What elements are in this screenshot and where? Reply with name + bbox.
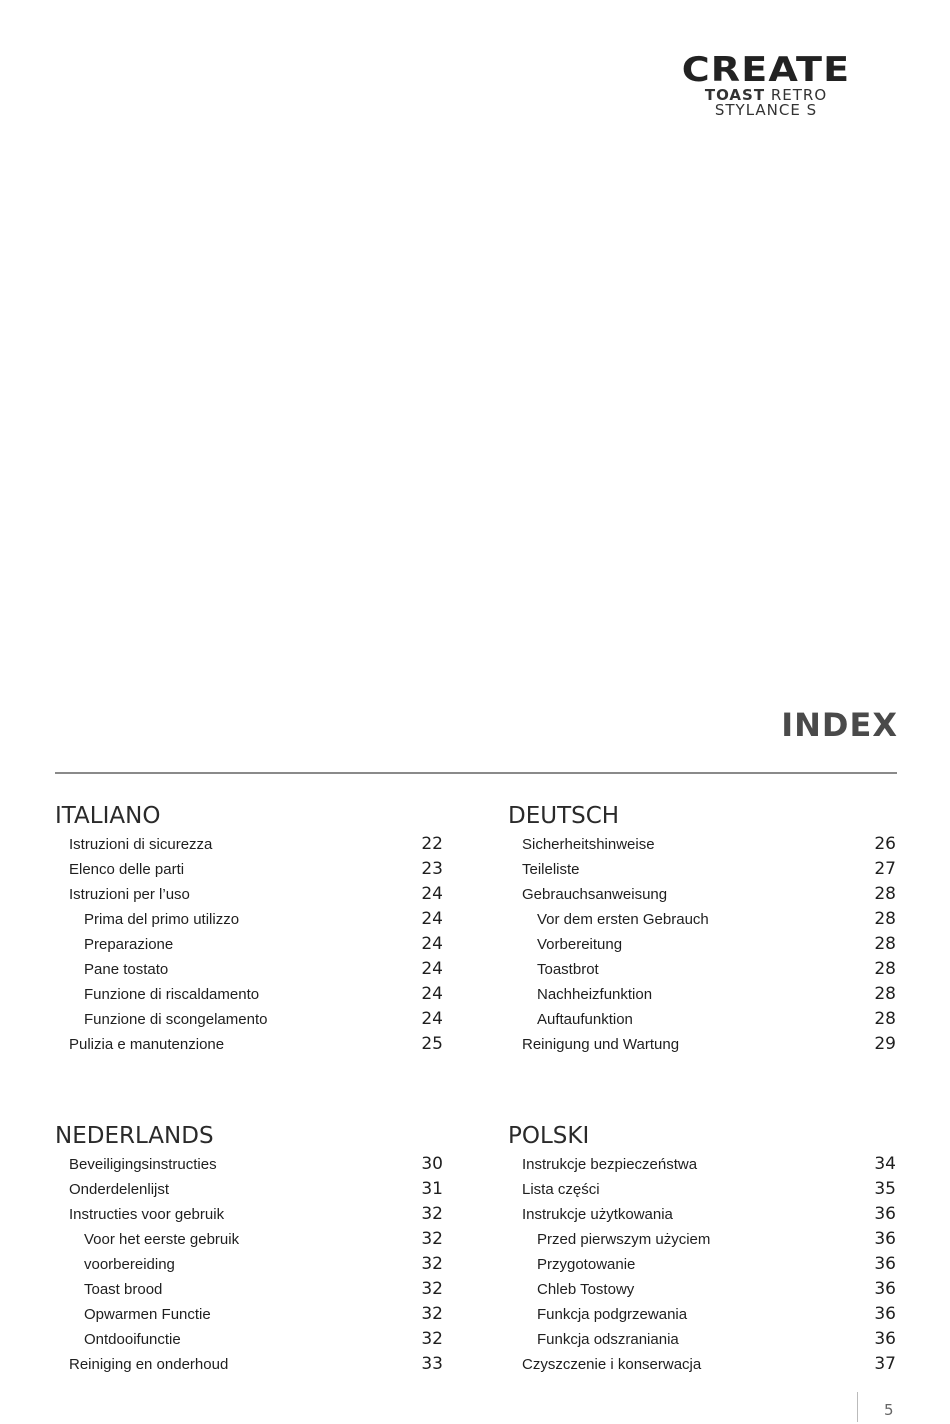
toc-entry-label: Gebrauchsanweisung	[522, 886, 668, 903]
toc-entry[interactable]	[508, 1152, 896, 1177]
toc-entry-page: 36	[874, 1204, 896, 1224]
toc-entry-page: 28	[874, 909, 896, 929]
toc-entry-label: Funkcja podgrzewania	[537, 1306, 688, 1323]
toc-entry-page: 32	[421, 1254, 443, 1274]
toc-subentry[interactable]	[508, 1277, 896, 1302]
toc-subentry[interactable]	[55, 1007, 443, 1032]
toc-entry[interactable]	[55, 1352, 443, 1377]
toc-entry-label: Instrukcje użytkowania	[522, 1206, 673, 1223]
toc-entry-label: Funzione di scongelamento	[84, 1011, 268, 1028]
toc-entry-page: 30	[421, 1154, 443, 1174]
toc-entry[interactable]	[508, 1202, 896, 1227]
toc-entry[interactable]	[55, 1202, 443, 1227]
toc-subentry[interactable]	[55, 1252, 443, 1277]
toc-entry-label: Auftaufunktion	[537, 1011, 633, 1028]
toc-subentry[interactable]	[55, 1302, 443, 1327]
section-nederlands	[55, 1122, 443, 1377]
toc-subentry[interactable]	[55, 907, 443, 932]
toc-entry-page: 33	[421, 1354, 443, 1374]
toc-entry-label: Istruzioni di sicurezza	[69, 836, 213, 853]
toc-entry[interactable]	[55, 832, 443, 857]
toc-entry-label: Przygotowanie	[537, 1256, 636, 1273]
toc-entry-page: 24	[421, 984, 443, 1004]
toc-entry-label: Instrukcje bezpieczeństwa	[522, 1156, 698, 1173]
toc-entry-label: Vorbereitung	[537, 936, 623, 953]
section-title-italiano: ITALIANO	[55, 803, 161, 829]
toc-subentry[interactable]	[55, 1327, 443, 1352]
toc-entry-page: 35	[874, 1179, 896, 1199]
toc-entry-page: 24	[421, 959, 443, 979]
toc-entry[interactable]	[508, 832, 896, 857]
toc-entry-page: 26	[874, 834, 896, 854]
toc-entry-label: Ontdooifunctie	[84, 1331, 181, 1348]
toc-entry-label: Istruzioni per l’uso	[69, 886, 190, 903]
toc-entry-label: Onderdelenlijst	[69, 1181, 170, 1198]
toc-entry-page: 31	[421, 1179, 443, 1199]
section-title-polski: POLSKI	[508, 1123, 590, 1149]
toc-entry-label: Teileliste	[522, 861, 580, 878]
toc-subentry[interactable]	[508, 1252, 896, 1277]
toc-entry[interactable]	[55, 1032, 443, 1057]
toc-entry-page: 36	[874, 1254, 896, 1274]
toc-entry-page: 24	[421, 1009, 443, 1029]
toc-entry[interactable]	[508, 1352, 896, 1377]
toc-entry-page: 28	[874, 934, 896, 954]
toc-entry-label: Pulizia e manutenzione	[69, 1036, 225, 1053]
toc-entry-label: Beveiligingsinstructies	[69, 1156, 217, 1173]
toc-subentry[interactable]	[508, 907, 896, 932]
toc-entry[interactable]	[55, 1152, 443, 1177]
section-italiano	[55, 802, 443, 1057]
toc-subentry[interactable]	[55, 932, 443, 957]
brand-logo	[634, 52, 898, 118]
toc-subentry[interactable]	[508, 957, 896, 982]
toc-entry-page: 36	[874, 1229, 896, 1249]
toc-entry[interactable]	[55, 882, 443, 907]
toc-entry[interactable]	[55, 1177, 443, 1202]
toc-entry-label: Lista części	[522, 1181, 600, 1198]
toc-entry-page: 36	[874, 1329, 896, 1349]
toc-entry[interactable]	[508, 1177, 896, 1202]
toc-entry-label: Przed pierwszym użyciem	[537, 1231, 711, 1248]
toc-subentry[interactable]	[508, 982, 896, 1007]
toc-subentry[interactable]	[508, 1227, 896, 1252]
toc-entry-page: 32	[421, 1229, 443, 1249]
toc-entry-label: Reiniging en onderhoud	[69, 1356, 229, 1373]
toc-subentry[interactable]	[508, 1302, 896, 1327]
brand-name: CREATE	[681, 50, 851, 90]
toc-entry-page: 32	[421, 1304, 443, 1324]
toc-entry-page: 36	[874, 1304, 896, 1324]
toc-entry-label: Funkcja odszraniania	[537, 1331, 679, 1348]
toc-entry-page: 32	[421, 1204, 443, 1224]
toc-entry-label: Funzione di riscaldamento	[84, 986, 260, 1003]
section-polski	[508, 1122, 896, 1377]
toc-subentry[interactable]	[508, 932, 896, 957]
toc-entry[interactable]	[508, 857, 896, 882]
toc-subentry[interactable]	[508, 1327, 896, 1352]
index-title: INDEX	[781, 706, 898, 744]
toc-subentry[interactable]	[55, 957, 443, 982]
toc-entry-label: Reinigung und Wartung	[522, 1036, 680, 1053]
toc-entry[interactable]	[508, 882, 896, 907]
toc-entry-label: Prima del primo utilizzo	[84, 911, 240, 928]
toc-subentry[interactable]	[55, 982, 443, 1007]
brand-product-line2: STYLANCE S	[714, 101, 818, 119]
section-title-deutsch: DEUTSCH	[508, 803, 620, 829]
section-deutsch	[508, 802, 896, 1057]
toc-entry-label: Pane tostato	[84, 961, 169, 978]
toc-entry[interactable]	[55, 857, 443, 882]
toc-entry-page: 28	[874, 884, 896, 904]
toc-entry-label: Czyszczenie i konserwacja	[522, 1356, 702, 1373]
toc-entry-label: Preparazione	[84, 936, 174, 953]
toc-entry-page: 32	[421, 1279, 443, 1299]
page-number: 5	[884, 1401, 894, 1419]
toc-entry-page: 24	[421, 884, 443, 904]
toc-entry-label: Vor dem ersten Gebrauch	[537, 911, 709, 928]
toc-entry-page: 28	[874, 984, 896, 1004]
toc-entry-page: 23	[421, 859, 443, 879]
toc-entry-page: 28	[874, 959, 896, 979]
brand-product-bold: TOAST	[704, 86, 766, 104]
toc-entry-label: Voor het eerste gebruik	[84, 1231, 240, 1248]
toc-entry-page: 32	[421, 1329, 443, 1349]
toc-entry-page: 28	[874, 1009, 896, 1029]
toc-entry-label: Elenco delle parti	[69, 861, 185, 878]
toc-entry-page: 22	[421, 834, 443, 854]
toc-entry-label: voorbereiding	[84, 1256, 175, 1273]
toc-entry-page: 34	[874, 1154, 896, 1174]
index-divider	[55, 772, 897, 774]
toc-entry-page: 37	[874, 1354, 896, 1374]
toc-entry-label: Nachheizfunktion	[537, 986, 653, 1003]
toc-entry-page: 27	[874, 859, 896, 879]
toc-entry-page: 24	[421, 909, 443, 929]
toc-entry-label: Toastbrot	[537, 961, 599, 978]
section-title-nederlands: NEDERLANDS	[55, 1123, 214, 1149]
brand-product-rest: RETRO	[765, 86, 828, 104]
toc-entry-label: Toast brood	[84, 1281, 163, 1298]
toc-subentry[interactable]	[55, 1277, 443, 1302]
toc-subentry[interactable]	[55, 1227, 443, 1252]
toc-entry-label: Sicherheitshinweise	[522, 836, 655, 853]
toc-subentry[interactable]	[508, 1007, 896, 1032]
toc-entry-page: 25	[421, 1034, 443, 1054]
toc-entry-page: 24	[421, 934, 443, 954]
toc-entry-label: Chleb Tostowy	[537, 1281, 635, 1298]
footer-divider	[857, 1392, 858, 1422]
toc-entry-page: 36	[874, 1279, 896, 1299]
toc-entry-label: Opwarmen Functie	[84, 1306, 211, 1323]
toc-entry[interactable]	[508, 1032, 896, 1057]
toc-entry-page: 29	[874, 1034, 896, 1054]
toc-entry-label: Instructies voor gebruik	[69, 1206, 225, 1223]
